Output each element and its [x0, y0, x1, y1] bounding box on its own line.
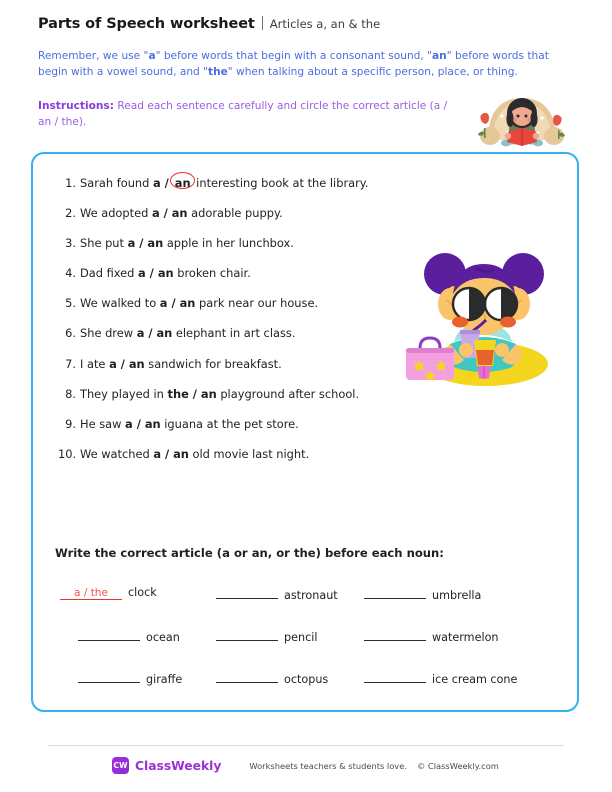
answer-blank-filled[interactable]: a / the	[60, 587, 122, 600]
girl-reading-illustration	[472, 88, 572, 154]
footer-tagline: Worksheets teachers & students love.	[249, 760, 407, 771]
choice-b-circled[interactable]	[173, 176, 193, 190]
blank-cell-giraffe[interactable]	[60, 670, 216, 686]
choice-b[interactable]: an	[144, 416, 161, 431]
footer-copyright: © ClassWeekly.com	[416, 760, 499, 771]
noun-label: pencil	[284, 631, 318, 644]
choice-b[interactable]: an	[179, 296, 196, 311]
noun-label: ice cream cone	[432, 673, 518, 686]
item-text-before: I ate	[80, 356, 110, 371]
heading-bold-a-or-an: a or an	[222, 546, 268, 560]
item-number: 5.	[65, 296, 76, 311]
item-text-before: She put	[80, 236, 128, 251]
choice-a[interactable]: a	[109, 356, 117, 371]
item-text-before: Sarah found	[80, 176, 153, 190]
blank-cell-umbrella[interactable]	[364, 586, 554, 602]
choice-b[interactable]: an	[173, 446, 189, 461]
choice-separator: /	[135, 236, 148, 251]
choice-b[interactable]: an	[171, 206, 188, 221]
item-text-before: She drew	[80, 326, 137, 341]
instructions-text: Read each sentence carefully and circle the correct article (a / an / the).	[38, 100, 448, 128]
blank-cell-octopus[interactable]	[216, 670, 364, 686]
choice-a[interactable]: a	[151, 206, 160, 221]
item-text-after: old movie last night.	[188, 446, 310, 461]
title-row	[38, 14, 578, 32]
intro-text-4: " when talking about a specific person, place, or thing.	[227, 65, 518, 78]
item-number: 4.	[65, 266, 76, 281]
item-text-before: Dad fixed	[80, 266, 139, 281]
write-section-heading	[55, 546, 444, 560]
girl-with-sunglasses-illustration	[398, 248, 560, 393]
answer-blank[interactable]	[216, 586, 278, 599]
sentence-item-9[interactable]	[58, 417, 458, 431]
choice-a[interactable]: a	[159, 296, 168, 311]
noun-label: ocean	[146, 631, 180, 644]
noun-label: clock	[128, 586, 157, 599]
choice-a[interactable]: the	[167, 386, 189, 401]
blank-cell-astronaut[interactable]	[216, 586, 364, 602]
item-text-before: We adopted	[80, 206, 152, 221]
item-text-after: broken chair.	[173, 266, 251, 281]
sentence-item-10[interactable]	[58, 447, 458, 461]
choice-b[interactable]: an	[156, 326, 173, 341]
choice-separator: /	[167, 296, 180, 311]
noun-label: octopus	[284, 673, 329, 686]
sentence-item-2[interactable]	[58, 206, 458, 220]
intro-paragraph	[38, 49, 576, 80]
intro-article-a: a	[148, 50, 156, 62]
blank-cell-ice-cream-cone[interactable]	[364, 670, 554, 686]
item-text-before: We walked to	[80, 296, 160, 311]
choice-b[interactable]: an	[200, 386, 217, 401]
item-text-after: interesting book at the library.	[192, 176, 369, 190]
item-text-after: iguana at the pet store.	[160, 416, 299, 431]
intro-text-3: " before words that begin with a vowel sound, and "	[38, 50, 549, 78]
choice-a[interactable]: a	[138, 266, 146, 281]
choice-separator: /	[159, 206, 172, 221]
choice-a[interactable]: a	[127, 236, 136, 251]
page-header	[38, 14, 578, 32]
item-number: 8.	[65, 386, 76, 401]
answer-blank[interactable]	[364, 586, 426, 599]
answer-blank[interactable]	[364, 628, 426, 641]
choice-a[interactable]: a	[153, 446, 162, 461]
item-number: 6.	[65, 326, 76, 341]
classweekly-logo-icon: CW	[112, 757, 129, 774]
item-text-after: adorable puppy.	[187, 206, 283, 221]
heading-bold-the: the	[293, 546, 316, 560]
answer-blank[interactable]	[216, 628, 278, 641]
item-text-after: elephant in art class.	[172, 326, 296, 341]
answer-blank[interactable]	[78, 628, 140, 641]
choice-a[interactable]: a	[136, 326, 145, 341]
intro-article-the: the	[208, 65, 228, 78]
blank-row-3	[60, 670, 560, 686]
noun-label: umbrella	[432, 589, 482, 602]
heading-text-1: Write the correct article (	[55, 546, 223, 560]
sentence-item-1[interactable]	[58, 176, 458, 190]
item-number: 10.	[58, 446, 77, 461]
answer-blank[interactable]	[216, 670, 278, 683]
choice-b[interactable]: an	[128, 356, 145, 371]
blank-row-2	[60, 628, 560, 644]
item-text-after: sandwich for breakfast.	[144, 356, 282, 371]
blank-row-1	[60, 586, 560, 602]
noun-blanks-grid	[60, 586, 560, 712]
item-number: 2.	[65, 206, 76, 221]
choice-separator: /	[188, 386, 201, 401]
blank-cell-clock[interactable]	[60, 586, 216, 602]
choice-b[interactable]: an	[147, 236, 164, 251]
noun-label: giraffe	[146, 673, 183, 686]
heading-text-3: ) before each noun:	[315, 546, 444, 560]
choice-b[interactable]: an	[157, 266, 174, 281]
item-number: 1.	[65, 176, 76, 190]
choice-separator: /	[132, 416, 145, 431]
choice-separator: /	[160, 176, 173, 190]
instructions-paragraph	[38, 99, 458, 130]
item-text-before: He saw	[80, 416, 126, 431]
item-text-after: apple in her lunchbox.	[163, 236, 294, 251]
answer-blank[interactable]	[364, 670, 426, 683]
answer-blank[interactable]	[78, 670, 140, 683]
choice-a[interactable]: a	[152, 176, 161, 190]
noun-label: watermelon	[432, 631, 499, 644]
choice-b: an	[174, 176, 191, 190]
choice-a[interactable]: a	[125, 416, 133, 431]
blank-cell-watermelon[interactable]	[364, 628, 554, 644]
heading-text-2: , or	[267, 546, 294, 560]
choice-separator: /	[116, 356, 129, 371]
blank-cell-ocean[interactable]	[60, 628, 216, 644]
intro-article-an: an	[432, 50, 447, 62]
item-number: 7.	[65, 356, 76, 371]
page-subtitle: Articles a, an & the	[269, 17, 381, 31]
intro-text-2: " before words that begin with a consonant sound, "	[155, 50, 433, 62]
choice-separator: /	[161, 446, 174, 461]
choice-separator: /	[145, 266, 158, 281]
item-text-before: We watched	[80, 446, 154, 461]
item-text-after: playground after school.	[216, 386, 360, 401]
blank-cell-pencil[interactable]	[216, 628, 364, 644]
footer-divider	[48, 745, 564, 746]
item-text-after: park near our house.	[195, 296, 319, 311]
instructions-label: Instructions:	[38, 100, 114, 112]
item-text-before: They played in	[80, 386, 168, 401]
item-number: 3.	[65, 236, 76, 251]
noun-label: astronaut	[284, 589, 338, 602]
brand-name: ClassWeekly	[135, 758, 222, 773]
intro-text-1: Remember, we use "	[38, 50, 149, 62]
title-separator	[262, 16, 263, 30]
footer	[112, 757, 499, 774]
item-number: 9.	[65, 416, 76, 431]
choice-separator: /	[144, 326, 157, 341]
page-title: Parts of Speech worksheet	[38, 16, 255, 32]
